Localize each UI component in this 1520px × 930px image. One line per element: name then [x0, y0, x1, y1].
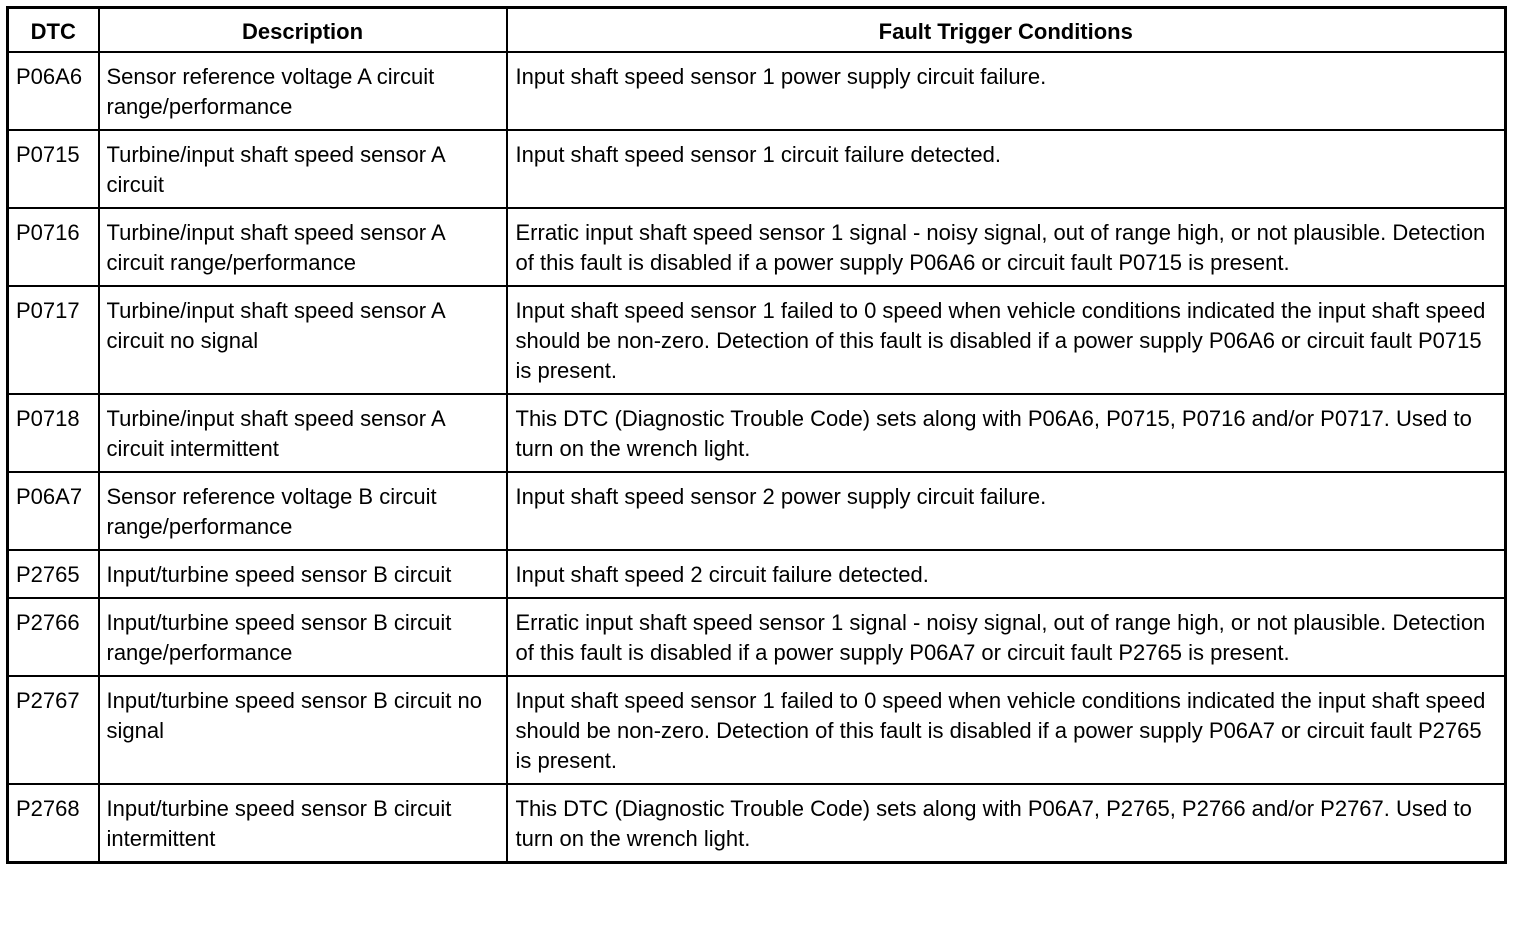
- dtc-description: Input/turbine speed sensor B circuit no signal: [99, 676, 507, 784]
- fault-trigger-conditions: Input shaft speed sensor 1 failed to 0 speed when vehicle conditions indicated the input shaft speed should be non-zero. Detection of this fault is disabled if a power supply P06A6 or circuit fault P0715 is present.: [507, 286, 1506, 394]
- dtc-description: Turbine/input shaft speed sensor A circuit: [99, 130, 507, 208]
- dtc-code: P0717: [8, 286, 99, 394]
- dtc-description: Input/turbine speed sensor B circuit: [99, 550, 507, 598]
- dtc-code: P06A6: [8, 52, 99, 130]
- table-row: [8, 550, 1506, 598]
- table-row: [8, 676, 1506, 784]
- header-dtc: DTC: [8, 8, 99, 53]
- dtc-code: P06A7: [8, 472, 99, 550]
- fault-trigger-conditions: Input shaft speed sensor 2 power supply circuit failure.: [507, 472, 1506, 550]
- dtc-code: P2765: [8, 550, 99, 598]
- fault-trigger-conditions: Input shaft speed sensor 1 power supply circuit failure.: [507, 52, 1506, 130]
- fault-trigger-conditions: This DTC (Diagnostic Trouble Code) sets along with P06A6, P0715, P0716 and/or P0717. Used to turn on the wrench light.: [507, 394, 1506, 472]
- dtc-code: P2766: [8, 598, 99, 676]
- dtc-code: P2767: [8, 676, 99, 784]
- table-row: [8, 52, 1506, 130]
- table-row: [8, 472, 1506, 550]
- table-header: [8, 8, 1506, 53]
- dtc-code: P0718: [8, 394, 99, 472]
- table-row: [8, 784, 1506, 863]
- table-row: [8, 286, 1506, 394]
- table-row: [8, 130, 1506, 208]
- fault-trigger-conditions: Input shaft speed sensor 1 circuit failure detected.: [507, 130, 1506, 208]
- dtc-description: Turbine/input shaft speed sensor A circuit intermittent: [99, 394, 507, 472]
- dtc-description: Input/turbine speed sensor B circuit range/performance: [99, 598, 507, 676]
- dtc-code: P0716: [8, 208, 99, 286]
- dtc-description: Turbine/input shaft speed sensor A circuit range/performance: [99, 208, 507, 286]
- table-row: [8, 208, 1506, 286]
- fault-trigger-conditions: This DTC (Diagnostic Trouble Code) sets along with P06A7, P2765, P2766 and/or P2767. Used to turn on the wrench light.: [507, 784, 1506, 863]
- fault-trigger-conditions: Erratic input shaft speed sensor 1 signal - noisy signal, out of range high, or not plausible. Detection of this fault is disabled if a power supply P06A6 or circuit fault P0715 is present.: [507, 208, 1506, 286]
- header-row: [8, 8, 1506, 53]
- table-body: [8, 52, 1506, 863]
- dtc-table: [6, 6, 1507, 864]
- table-row: [8, 598, 1506, 676]
- dtc-description: Sensor reference voltage A circuit range/performance: [99, 52, 507, 130]
- dtc-description: Turbine/input shaft speed sensor A circuit no signal: [99, 286, 507, 394]
- fault-trigger-conditions: Erratic input shaft speed sensor 1 signal - noisy signal, out of range high, or not plausible. Detection of this fault is disabled if a power supply P06A7 or circuit fault P2765 is present.: [507, 598, 1506, 676]
- header-description: Description: [99, 8, 507, 53]
- dtc-description: Input/turbine speed sensor B circuit intermittent: [99, 784, 507, 863]
- dtc-code: P0715: [8, 130, 99, 208]
- dtc-code: P2768: [8, 784, 99, 863]
- dtc-description: Sensor reference voltage B circuit range/performance: [99, 472, 507, 550]
- fault-trigger-conditions: Input shaft speed sensor 1 failed to 0 speed when vehicle conditions indicated the input shaft speed should be non-zero. Detection of this fault is disabled if a power supply P06A7 or circuit fault P2765 is present.: [507, 676, 1506, 784]
- header-conditions: Fault Trigger Conditions: [507, 8, 1506, 53]
- table-row: [8, 394, 1506, 472]
- fault-trigger-conditions: Input shaft speed 2 circuit failure detected.: [507, 550, 1506, 598]
